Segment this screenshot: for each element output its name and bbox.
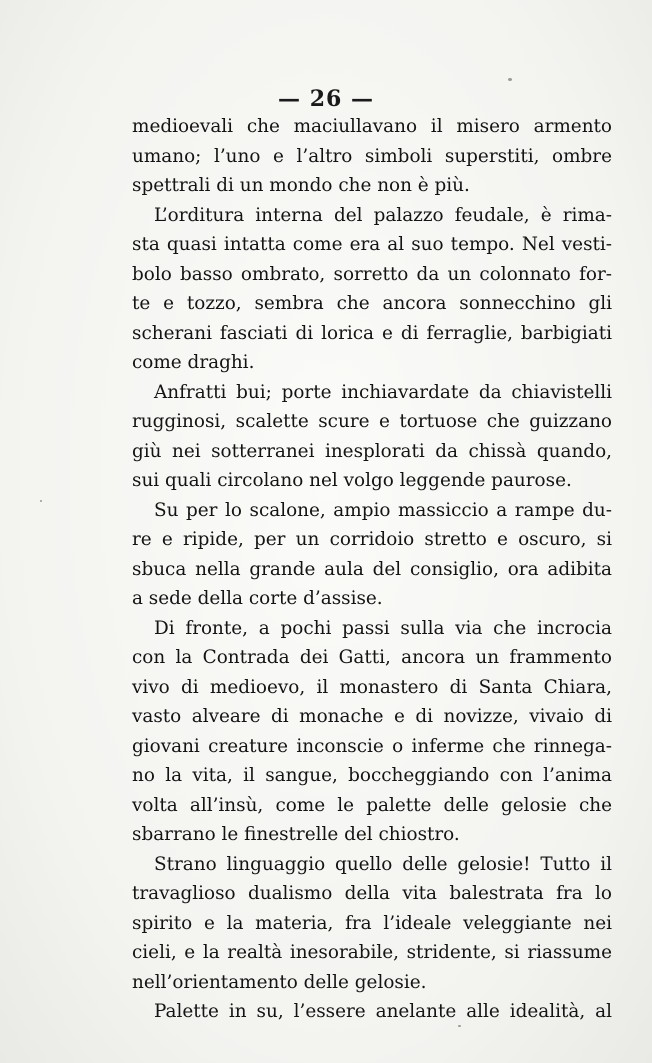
scan-speck	[40, 500, 42, 502]
text-line: con la Contrada dei Gatti, ancora un frammento	[132, 647, 612, 668]
text-line: L’orditura interna del palazzo feudale, è rima-	[154, 204, 612, 226]
text-line: te e tozzo, sembra che ancora sonnecchino gli	[132, 293, 612, 314]
text-line: cieli, e la realtà inesorabile, stridente, si riassume	[132, 942, 612, 963]
text-line: Su per lo scalone, ampio massiccio a rampe du-	[154, 499, 612, 521]
text-line: spettrali di un mondo che non è più.	[132, 175, 470, 196]
body-text	[132, 112, 612, 1027]
page-number: — 26 —	[278, 86, 374, 112]
text-line: no la vita, il sangue, boccheggiando con l’anima	[132, 765, 612, 786]
text-line: nell’orientamento delle gelosie.	[132, 971, 427, 993]
text-line: bolo basso ombrato, sorretto da un colonnato for-	[132, 263, 612, 285]
scan-speck	[508, 78, 512, 81]
text-line: re e ripide, per un corridoio stretto e oscuro, si	[132, 529, 612, 550]
text-line: giovani creature inconscie o inferme che rinnega-	[132, 735, 612, 757]
scan-speck	[458, 1025, 461, 1027]
text-line: travaglioso dualismo della vita balestrata fra lo	[132, 883, 612, 904]
text-line: spirito e la materia, fra l’ideale veleggiante nei	[132, 912, 612, 934]
text-line: Anfratti bui; porte inchiavardate da chiavistelli	[154, 381, 612, 403]
text-line: giù nei sotterranei inesplorati da chissà quando,	[132, 440, 612, 462]
text-line: sbuca nella grande aula del consiglio, ora adibita	[132, 558, 612, 580]
text-line: rugginosi, scalette scure e tortuose che guizzano	[132, 411, 612, 432]
text-line: medioevali che maciullavano il misero armento	[132, 116, 612, 137]
text-line: a sede della corte d’assise.	[132, 588, 383, 609]
text-line: vivo di medioevo, il monastero di Santa Chiara,	[132, 676, 612, 698]
text-line: Di fronte, a pochi passi sulla via che incrocia	[154, 617, 612, 639]
text-line: vasto alveare di monache e di novizze, vivaio di	[132, 706, 612, 727]
text-line: sbarrano le finestrelle del chiostro.	[132, 824, 460, 845]
text-line: Strano linguaggio quello delle gelosie! Tutto il	[154, 853, 612, 875]
text-line: sui quali circolano nel volgo leggende paurose.	[132, 470, 572, 491]
text-line: sta quasi intatta come era al suo tempo. Nel vesti-	[132, 234, 612, 255]
text-line: Palette in su, l’essere anelante alle idealità, al	[154, 1001, 612, 1022]
text-line: umano; l’uno e l’altro simboli superstiti, ombre	[132, 145, 612, 167]
text-line: scherani fasciati di lorica e di ferraglie, barbigiati	[132, 322, 612, 344]
text-line: volta all’insù, come le palette delle gelosie che	[132, 794, 612, 816]
text-line: come draghi.	[132, 352, 255, 373]
